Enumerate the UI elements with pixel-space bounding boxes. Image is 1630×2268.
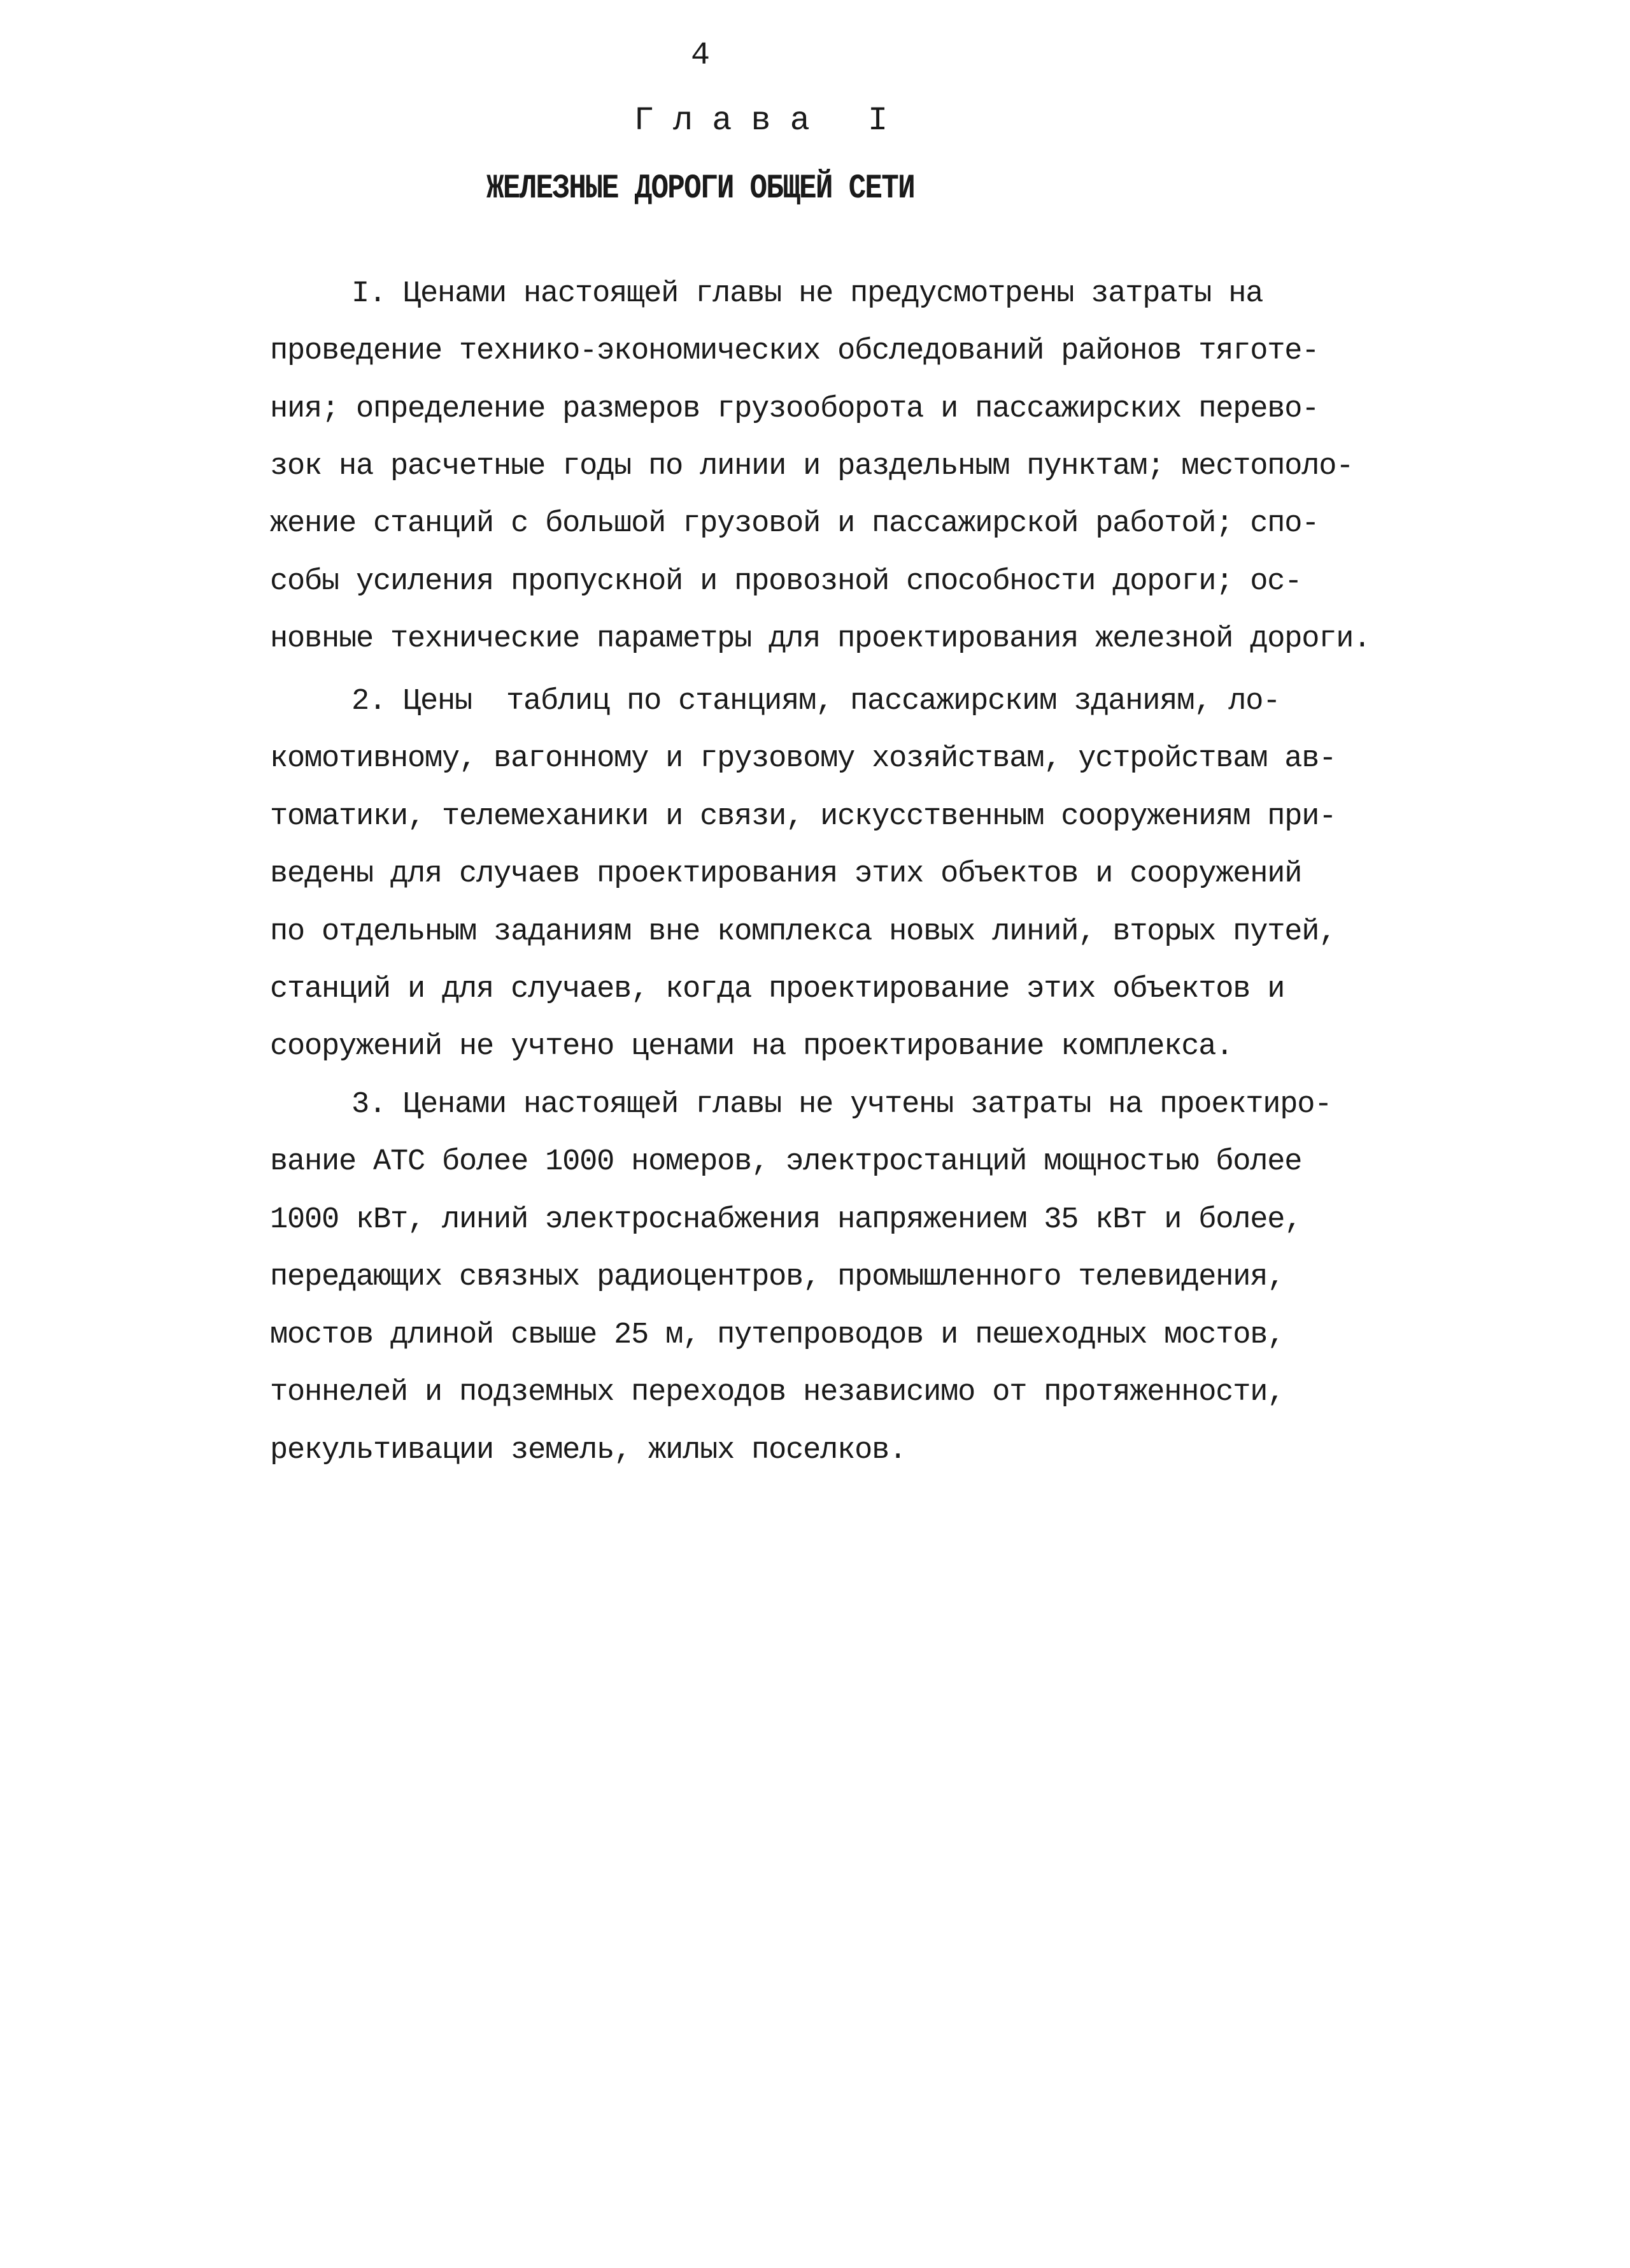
- text-line: сооружений не учтено ценами на проектирование комплекса.: [270, 1030, 1233, 1064]
- text-line: станций и для случаев, когда проектирование этих объектов и: [270, 973, 1285, 1006]
- text-line: по отдельным заданиям вне комплекса новых линий, вторых путей,: [270, 915, 1336, 949]
- text-line: 1000 кВт, линий электроснабжения напряжением 35 кВт и более,: [270, 1203, 1302, 1237]
- page-number: 4: [690, 38, 710, 74]
- text-line: новные технические параметры для проектирования железной дороги.: [270, 622, 1371, 656]
- text-line: ведены для случаев проектирования этих объектов и сооружений: [270, 857, 1302, 891]
- text-line: проведение технико-экономических обследований районов тяготе-: [270, 334, 1319, 368]
- text-line: жение станций с большой грузовой и пассажирской работой; спо-: [270, 507, 1319, 541]
- text-line: томатики, телемеханики и связи, искусственным сооружениям при-: [270, 800, 1336, 834]
- text-line: 3. Ценами настоящей главы не учтены затраты на проектиро-: [351, 1088, 1332, 1122]
- chapter-label: Глава I: [634, 102, 907, 139]
- text-line: передающих связных радиоцентров, промышленного телевидения,: [270, 1260, 1285, 1294]
- text-line: рекультивации земель, жилых поселков.: [270, 1434, 907, 1467]
- text-line: 2. Цены таблиц по станциям, пассажирским зданиям, ло-: [351, 685, 1280, 718]
- text-line: зок на расчетные годы по линии и раздельным пунктам; местополо-: [270, 450, 1354, 483]
- chapter-title: ЖЕЛЕЗНЫЕ ДОРОГИ ОБЩЕЙ СЕТИ: [486, 169, 914, 208]
- text-line: комотивному, вагонному и грузовому хозяйствам, устройствам ав-: [270, 742, 1336, 776]
- text-line: собы усиления пропускной и провозной способности дороги; ос-: [270, 565, 1302, 599]
- text-line: мостов длиной свыше 25 м, путепроводов и пешеходных мостов,: [270, 1318, 1285, 1352]
- text-line: ния; определение размеров грузооборота и пассажирских перево-: [270, 392, 1319, 426]
- text-line: тоннелей и подземных переходов независимо от протяженности,: [270, 1376, 1285, 1409]
- text-line: I. Ценами настоящей главы не предусмотрены затраты на: [351, 277, 1263, 311]
- text-line: вание АТС более 1000 номеров, электростанций мощностью более: [270, 1145, 1302, 1179]
